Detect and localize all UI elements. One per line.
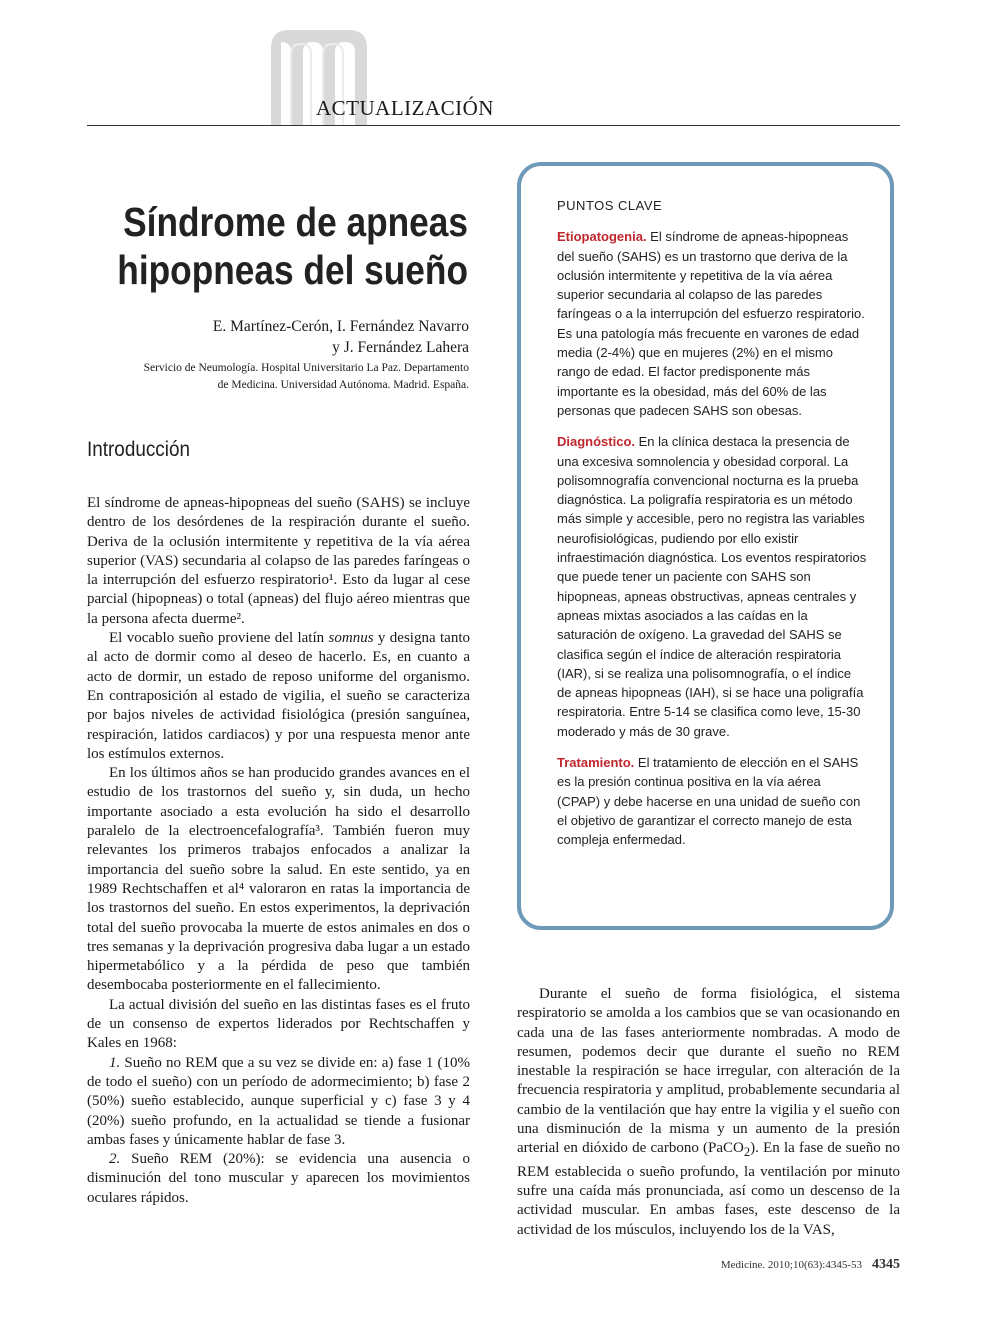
article-title: Síndrome de apneas hipopneas del sueño <box>117 199 469 293</box>
header-rule <box>87 125 900 126</box>
paragraph: El vocablo sueño proviene del latín somnus y designa tanto al acto de dormir como al deseo de hacerlo. Es, en cuanto a acto de dormir, un estado de reposo uniforme del organismo. En contraposición al estado de vigilia, el sueño se caracteriza por bajos niveles de actividad fisiológica (presión sanguínea, respiración, latidos cardiacos) y por una respuesta menor ante los estímulos externos. <box>87 630 470 762</box>
left-column <box>87 494 470 1208</box>
key-points-title: PUNTOS CLAVE <box>557 198 663 213</box>
list-paragraph: 1. Sueño no REM que a su vez se divide en: a) fase 1 (10% de todo el sueño) con un período de adormecimiento; b) fase 2 (50%) sueño establecido, aunque superficial y c) fase 3 y 4 (20%) sueño profundo, en la actualidad se tiende a fusionar ambas fases y únicamente hablar de fase 3. <box>87 1054 470 1148</box>
italic-term: somnus <box>328 630 374 647</box>
page-footer <box>721 1257 900 1273</box>
citation: Medicine. 2010;10(63):4345-53 <box>720 1259 862 1271</box>
affiliation <box>89 360 469 394</box>
key-points-content <box>557 196 867 862</box>
paragraph: La actual división del sueño en las distintas fases es el fruto de un consenso de expertos liderados por Rechtschaffen y Kales en 1968: <box>87 996 470 1052</box>
key-point-text: El síndrome de apneas-hipopneas del sueño (SAHS) es un trastorno que deriva de la oclusión intermitente y repetitiva de la vía aérea superior secundaria al colapso de las paredes faríngeas o a la interrupción del esfuerzo respiratorio. Es una patología más frecuente en varones de edad media (2-4%) que en mujeres (2%) en el mismo rango de edad. El factor predisponente más importante es la obesidad, más del 60% de las personas que padecen SAHS son obesas. <box>557 229 865 418</box>
affiliation-line: de Medicina. Universidad Autónoma. Madrid. España. <box>217 379 469 391</box>
section-label: ACTUALIZACIÓN <box>316 96 494 120</box>
section-heading-introduccion: Introducción <box>87 438 190 461</box>
paragraph: En los últimos años se han producido grandes avances en el estudio de los trastornos del sueño y, sin duda, un hecho importante asociado a esta evolución ha sido el desarrollo paralelo de la electroencefalografía³. También fueron muy relevantes los primeros trabajos enfocados a analizar la importancia del sueño sobre la salud. En este sentido, ya en 1989 Rechtschaffen et al⁴ valoraron en ratas la importancia de los trastornos del sueño. En estos experimentos, la deprivación total del sueño provocaba la muerte de estos animales en dos o tres semanas y la deprivación progresiva daba lugar a un estado hipermetabólico y a la pérdida de peso que también desembocaba posteriormente en el fallecimiento. <box>87 765 470 994</box>
key-point-diagnostico <box>557 432 867 741</box>
paragraph: El síndrome de apneas-hipopneas del sueño (SAHS) se incluye dentro de los desórdenes de la respiración durante el sueño. Deriva de la oclusión intermitente y repetitiva de la vía aérea superior (VAS) secundaria al colapso de las paredes faríngeas o la interrupción del esfuerzo respiratorio¹. Esto da lugar al cese parcial (hipopneas) o total (apneas) del flujo aéreo mientras que la persona afecta duerme². <box>87 495 470 627</box>
affiliation-line: Servicio de Neumología. Hospital Universitario La Paz. Departamento <box>143 362 469 374</box>
authors-line: E. Martínez-Cerón, I. Fernández Navarro <box>212 318 469 335</box>
key-point-text: En la clínica destaca la presencia de una excesiva somnolencia y obesidad corporal. La polisomnografía convencional nocturna es la prueba diagnóstica. La poligrafía respiratoria es un método más simple y accesible, pero no registra las variables neurofisiológicas, pudiendo por ello existir infraestimación diagnóstica. Los eventos respiratorios que puede tener un paciente con SAHS son hipopneas, apneas obstructivas, apneas centrales y apneas mixtas asociados a las caídas en la saturación de oxígeno. La gravedad del SAHS se clasifica según el índice de alteración respiratoria (IAR), si se realiza una polisomnografía, o el índice de apneas hipopneas (IAH), si se hace una poligrafía respiratoria. Entre 5-14 se clasifica como leve, 15-30 moderado y más de 30 grave. <box>557 434 867 739</box>
key-point-tratamiento <box>557 753 867 849</box>
key-point-label: Etiopatogenia. <box>557 229 647 245</box>
authors-line: y J. Fernández Lahera <box>332 339 469 356</box>
key-point-label: Tratamiento. <box>557 755 635 771</box>
key-point-etiopatogenia <box>557 227 867 420</box>
page-number: 4345 <box>872 1257 900 1272</box>
author-list <box>89 316 469 358</box>
right-column <box>517 985 900 1240</box>
list-paragraph: 2. Sueño REM (20%): se evidencia una ausencia o disminución del tono muscular y aparecen los movimientos oculares rápidos. <box>87 1151 470 1206</box>
key-point-label: Diagnóstico. <box>557 434 636 450</box>
key-point-text: El tratamiento de elección en el SAHS es la presión continua positiva en la vía aérea (CPAP) y debe hacerse en una unidad de sueño con el objetivo de garantizar el correcto manejo de esta compleja enfermedad. <box>557 755 861 848</box>
paragraph: Durante el sueño de forma fisiológica, el sistema respiratorio se amolda a los cambios que se van ocasionando en cada una de las fases anteriormente nombradas. A modo de resumen, podemos decir que durante el sueño no REM inestable la respiración se hace irregular, con alteración de la frecuencia respiratoria y amplitud, probablemente secundaria al cambio de la ventilación que hay entre la vigilia y el sueño con una disminución de la misma y un aumento de la presión arterial en dióxido de carbono (PaCO$_2$). En la fase de sueño no REM establecida o sueño profundo, la ventilación por minuto sufre una caída más pronunciada, así como un descenso de la actividad muscular. En ambas fases, este descenso de la actividad de los músculos, incluyendo los de la VAS, <box>517 986 900 1238</box>
